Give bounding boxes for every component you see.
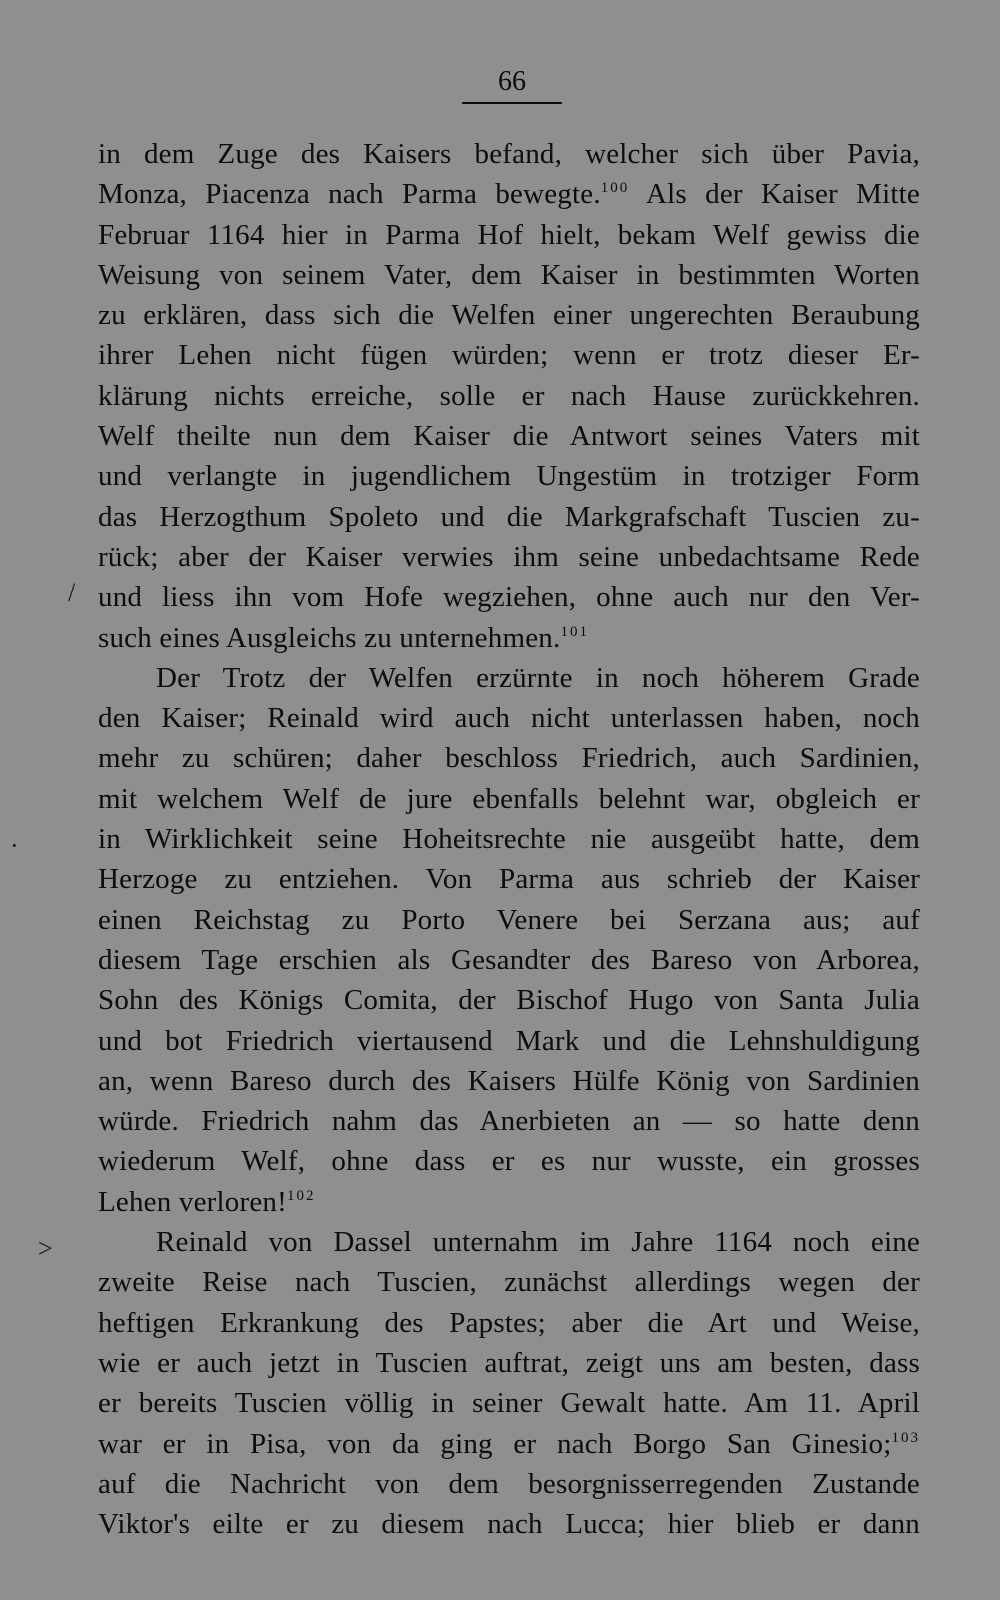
line-text: Welf theilte nun dem Kaiser die Antwort seines Vaters mit bbox=[98, 420, 920, 453]
text-line bbox=[98, 1141, 920, 1181]
text-line bbox=[98, 456, 920, 496]
text-line bbox=[98, 537, 920, 577]
text-line bbox=[98, 658, 920, 698]
text-line bbox=[98, 779, 920, 819]
text-line bbox=[98, 497, 920, 537]
line-text: den Kaiser; Reinald wird auch nicht unterlassen haben, noch bbox=[98, 702, 920, 735]
text-line bbox=[98, 738, 920, 778]
text-line bbox=[98, 1504, 920, 1544]
line-text: Reinald von Dassel unternahm im Jahre 1164 noch eine bbox=[156, 1226, 920, 1259]
text-line bbox=[98, 1383, 920, 1423]
text-line bbox=[98, 376, 920, 416]
line-text: und liess ihn vom Hofe wegziehen, ohne auch nur den Ver- bbox=[98, 581, 920, 614]
line-text: Februar 1164 hier in Parma Hof hielt, bekam Welf gewiss die bbox=[98, 218, 920, 251]
text-line bbox=[98, 1262, 920, 1302]
line-text: rück; aber der Kaiser verwies ihm seine unbedachtsame Rede bbox=[98, 540, 920, 573]
line-text: an, wenn Bareso durch des Kaisers Hülfe König von Sardinien bbox=[98, 1064, 920, 1097]
text-line bbox=[98, 698, 920, 738]
line-text: Lehen verloren! bbox=[98, 1185, 287, 1218]
text-line bbox=[98, 940, 920, 980]
line-text: mit welchem Welf de jure ebenfalls belehnt war, obgleich er bbox=[98, 782, 920, 815]
line-text: Sohn des Königs Comita, der Bischof Hugo von Santa Julia bbox=[98, 984, 920, 1017]
line-text: das Herzogthum Spoleto und die Markgrafschaft Tuscien zu- bbox=[98, 500, 920, 533]
body-text bbox=[98, 134, 920, 1544]
line-text: such eines Ausgleichs zu unternehmen. bbox=[98, 621, 561, 654]
line-text: in dem Zuge des Kaisers befand, welcher sich über Pavia, bbox=[98, 138, 920, 170]
line-text: zweite Reise nach Tuscien, zunächst allerdings wegen der bbox=[98, 1266, 920, 1299]
text-line bbox=[98, 134, 920, 174]
line-text: Monza, Piacenza nach Parma bewegte. bbox=[98, 178, 601, 211]
line-text: zu erklären, dass sich die Welfen einer ungerechten Beraubung bbox=[98, 299, 920, 332]
text-line bbox=[98, 900, 920, 940]
text-line bbox=[98, 295, 920, 335]
text-line bbox=[98, 1222, 920, 1262]
line-text: und bot Friedrich viertausend Mark und die Lehnshuldigung bbox=[98, 1024, 920, 1057]
line-text: und verlangte in jugendlichem Ungestüm in trotziger Form bbox=[98, 460, 920, 493]
line-text: heftigen Erkrankung des Papstes; aber die Art und Weise, bbox=[98, 1306, 920, 1339]
text-line bbox=[98, 1424, 920, 1464]
line-text: einen Reichstag zu Porto Venere bei Serzana aus; auf bbox=[98, 903, 920, 936]
text-line bbox=[98, 335, 920, 375]
text-line bbox=[98, 1303, 920, 1343]
text-line bbox=[98, 980, 920, 1020]
footnote-marker: 100 bbox=[600, 180, 630, 197]
text-line bbox=[98, 255, 920, 295]
text-line bbox=[98, 618, 920, 658]
margin-dot-mark: · bbox=[10, 831, 19, 860]
margin-arrow-mark: > bbox=[38, 1234, 53, 1263]
text-line bbox=[98, 1464, 920, 1504]
text-line bbox=[98, 174, 920, 214]
line-text: diesem Tage erschien als Gesandter des Bareso von Arborea, bbox=[98, 943, 920, 976]
line-text: wie er auch jetzt in Tuscien auftrat, zeigt uns am besten, dass bbox=[98, 1346, 920, 1379]
text-line bbox=[98, 819, 920, 859]
line-text: wiederum Welf, ohne dass er es nur wusste, ein grosses bbox=[98, 1145, 920, 1178]
text-line bbox=[98, 1061, 920, 1101]
line-text: Viktor's eilte er zu diesem nach Lucca; hier blieb er dann bbox=[98, 1508, 920, 1541]
line-text: er bereits Tuscien völlig in seiner Gewalt hatte. Am 11. April bbox=[98, 1387, 920, 1420]
line-text: auf die Nachricht von dem besorgnisserregenden Zustande bbox=[98, 1467, 920, 1500]
text-line bbox=[98, 577, 920, 617]
line-text: klärung nichts erreiche, solle er nach Hause zurückkehren. bbox=[98, 379, 920, 412]
line-text: Weisung von seinem Vater, dem Kaiser in bestimmten Worten bbox=[98, 258, 920, 291]
text-line bbox=[98, 859, 920, 899]
line-text: Der Trotz der Welfen erzürnte in noch höherem Grade bbox=[156, 661, 920, 694]
line-text: ihrer Lehen nicht fügen würden; wenn er trotz dieser Er- bbox=[98, 339, 920, 372]
text-line bbox=[98, 1182, 920, 1222]
page-number: 66 bbox=[462, 64, 562, 104]
line-text: mehr zu schüren; daher beschloss Friedrich, auch Sardinien, bbox=[98, 742, 920, 775]
footnote-marker: 101 bbox=[560, 623, 589, 640]
footnote-marker: 103 bbox=[891, 1429, 920, 1446]
text-line bbox=[98, 416, 920, 456]
line-text-continued: Als der Kaiser Mitte bbox=[629, 178, 920, 211]
text-line bbox=[98, 1101, 920, 1141]
margin-slash-mark: / bbox=[68, 578, 76, 607]
line-text: in Wirklichkeit seine Hoheitsrechte nie ausgeübt hatte, dem bbox=[98, 823, 920, 856]
text-line bbox=[98, 1021, 920, 1061]
line-text: würde. Friedrich nahm das Anerbieten an — so hatte denn bbox=[98, 1105, 920, 1138]
footnote-marker: 102 bbox=[286, 1187, 316, 1204]
line-text: Herzoge zu entziehen. Von Parma aus schrieb der Kaiser bbox=[98, 863, 920, 896]
text-line bbox=[98, 1343, 920, 1383]
line-text: war er in Pisa, von da ging er nach Borgo San Ginesio; bbox=[98, 1427, 892, 1460]
text-line bbox=[98, 215, 920, 255]
